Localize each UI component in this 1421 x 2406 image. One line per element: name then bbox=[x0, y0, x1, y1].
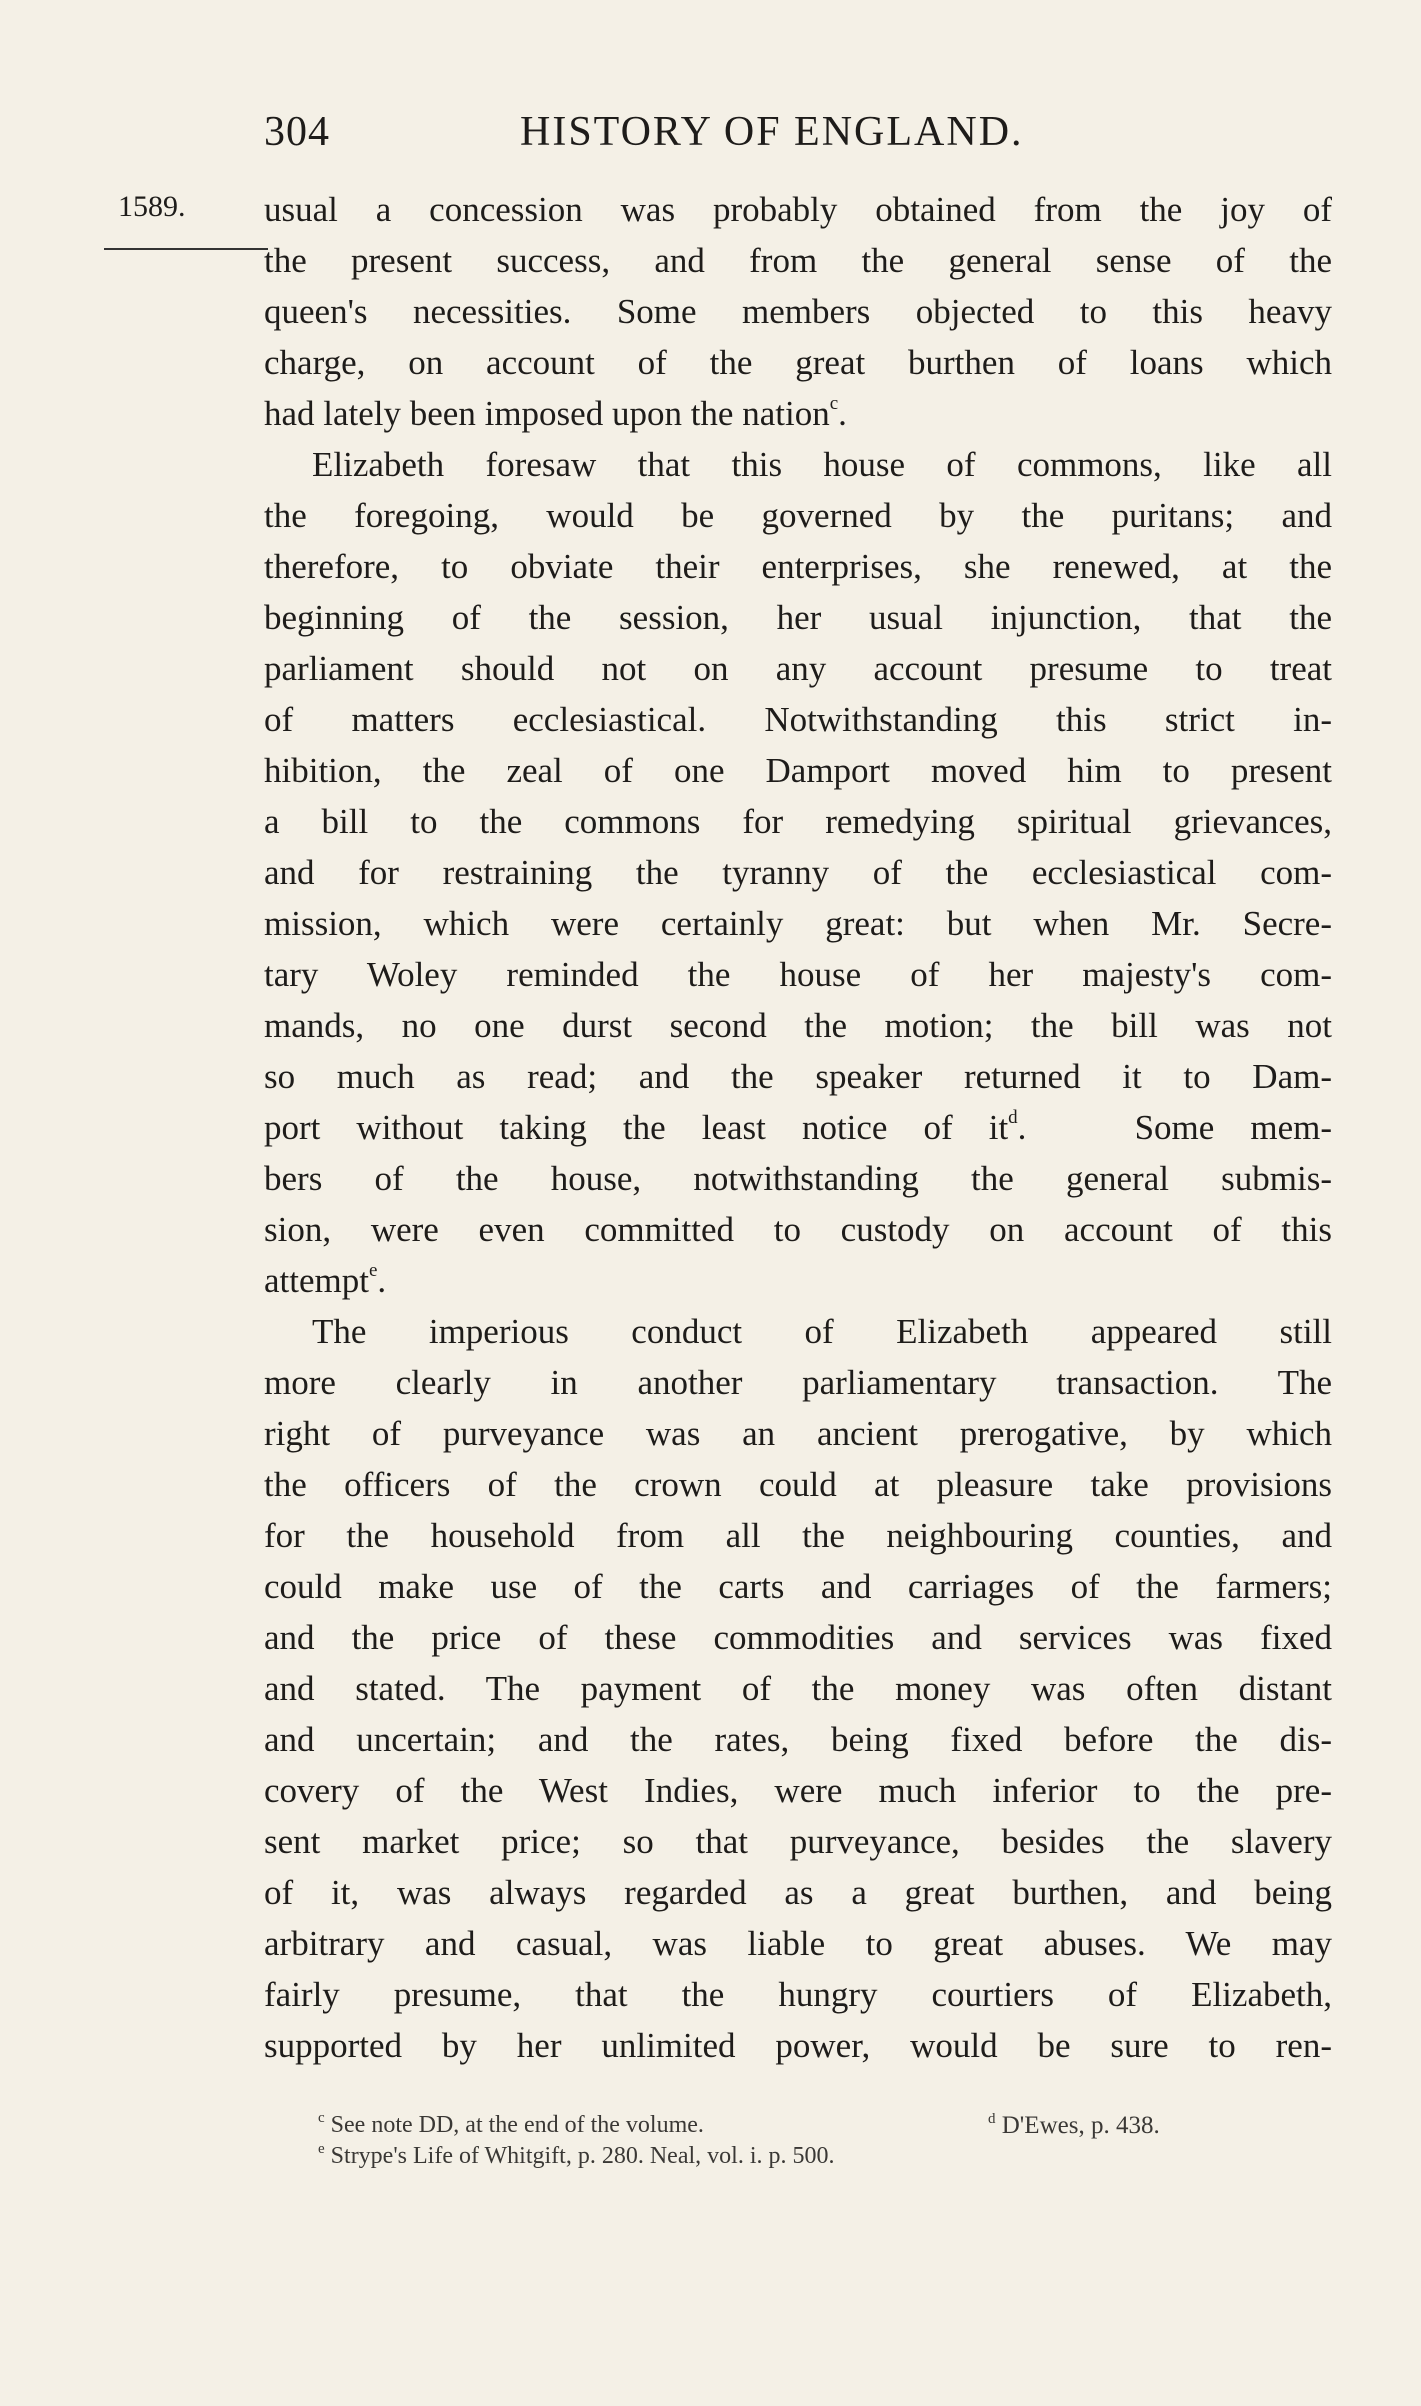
text-line: and stated. The payment of the money was often distant bbox=[264, 1669, 1332, 1708]
text-line: and the price of these commodities and services was fixed bbox=[264, 1618, 1332, 1657]
text-line: bers of the house, notwithstanding the general submis- bbox=[264, 1159, 1332, 1198]
text-line: for the household from all the neighbouring counties, and bbox=[264, 1516, 1332, 1555]
margin-year: 1589. bbox=[118, 190, 186, 223]
footnote-row bbox=[318, 2110, 1328, 2141]
footnote-mark: e bbox=[318, 2141, 325, 2157]
text-line-content: Some mem- bbox=[1134, 1108, 1332, 1147]
text-line: hibition, the zeal of one Damport moved him to present bbox=[264, 751, 1332, 790]
text-line: mands, no one durst second the motion; the bill was not bbox=[264, 1006, 1332, 1045]
text-line: arbitrary and casual, was liable to great abuses. We may bbox=[264, 1924, 1332, 1963]
text-line: port without taking the least notice of it$^d$. Some mem- bbox=[264, 1107, 1332, 1147]
footnote-e bbox=[318, 2143, 834, 2169]
body-text bbox=[264, 184, 1332, 2071]
text-line: the officers of the crown could at pleasure take provisions bbox=[264, 1465, 1332, 1504]
text-line: so much as read; and the speaker returned it to Dam- bbox=[264, 1057, 1332, 1096]
footnote-ref-d: d bbox=[1008, 1107, 1018, 1128]
footnote-d bbox=[988, 2110, 1160, 2141]
text-line: more clearly in another parliamentary transaction. The bbox=[264, 1363, 1332, 1402]
text-line: fairly presume, that the hungry courtiers of Elizabeth, bbox=[264, 1975, 1332, 2014]
text-line: had lately been imposed upon the nation$^c$. bbox=[264, 393, 847, 433]
text-line: queen's necessities. Some members objected to this heavy bbox=[264, 292, 1332, 331]
text-line: of it, was always regarded as a great burthen, and being bbox=[264, 1873, 1332, 1912]
running-title: HISTORY OF ENGLAND. bbox=[520, 109, 1024, 155]
text-line: mission, which were certainly great: but when Mr. Secre- bbox=[264, 904, 1332, 943]
text-line: covery of the West Indies, were much inferior to the pre- bbox=[264, 1771, 1332, 1810]
text-line: usual a concession was probably obtained from the joy of bbox=[264, 190, 1332, 229]
margin-rule bbox=[104, 248, 268, 250]
text-line-content: port without taking the least notice of it bbox=[264, 1108, 1009, 1147]
text-line: Elizabeth foresaw that this house of commons, like all bbox=[312, 445, 1332, 484]
text-line-content: attempt bbox=[264, 1261, 369, 1300]
text-line: and uncertain; and the rates, being fixed before the dis- bbox=[264, 1720, 1332, 1759]
footnote-ref-e: e bbox=[368, 1260, 378, 1281]
footnote-text: See note DD, at the end of the volume. bbox=[330, 2112, 704, 2138]
footnote-row bbox=[318, 2141, 1328, 2172]
text-line: attempt$^e$. bbox=[264, 1260, 387, 1300]
footnote-ref-c: c bbox=[829, 393, 839, 414]
text-line: and for restraining the tyranny of the ecclesiastical com- bbox=[264, 853, 1332, 892]
text-line: sent market price; so that purveyance, besides the slavery bbox=[264, 1822, 1332, 1861]
text-line: parliament should not on any account presume to treat bbox=[264, 649, 1332, 688]
footnote-mark: c bbox=[318, 2110, 325, 2126]
footnote-mark: d bbox=[988, 2111, 996, 2127]
text-line: the present success, and from the general sense of the bbox=[264, 241, 1332, 280]
text-line: could make use of the carts and carriages of the farmers; bbox=[264, 1567, 1332, 1606]
text-line: right of purveyance was an ancient prerogative, by which bbox=[264, 1414, 1332, 1453]
text-line: therefore, to obviate their enterprises, she renewed, at the bbox=[264, 547, 1332, 586]
text-line-content: had lately been imposed upon the nation bbox=[264, 394, 830, 433]
page-number: 304 bbox=[264, 109, 330, 155]
footnote-text: Strype's Life of Whitgift, p. 280. Neal, vol. i. p. 500. bbox=[330, 2143, 835, 2169]
text-line: of matters ecclesiastical. Notwithstanding this strict in- bbox=[264, 700, 1332, 739]
text-line: supported by her unlimited power, would be sure to ren- bbox=[264, 2026, 1332, 2065]
text-line: beginning of the session, her usual injunction, that the bbox=[264, 598, 1332, 637]
text-line: sion, were even committed to custody on account of this bbox=[264, 1210, 1332, 1249]
footnote-text: D'Ewes, p. 438. bbox=[1001, 2112, 1160, 2139]
text-line: the foregoing, would be governed by the puritans; and bbox=[264, 496, 1332, 535]
footnote-c bbox=[318, 2112, 704, 2138]
footnotes bbox=[318, 2110, 1328, 2172]
text-line: The imperious conduct of Elizabeth appeared still bbox=[312, 1312, 1332, 1351]
text-line: tary Woley reminded the house of her majesty's com- bbox=[264, 955, 1332, 994]
text-line: charge, on account of the great burthen of loans which bbox=[264, 343, 1332, 382]
text-line: a bill to the commons for remedying spiritual grievances, bbox=[264, 802, 1332, 841]
